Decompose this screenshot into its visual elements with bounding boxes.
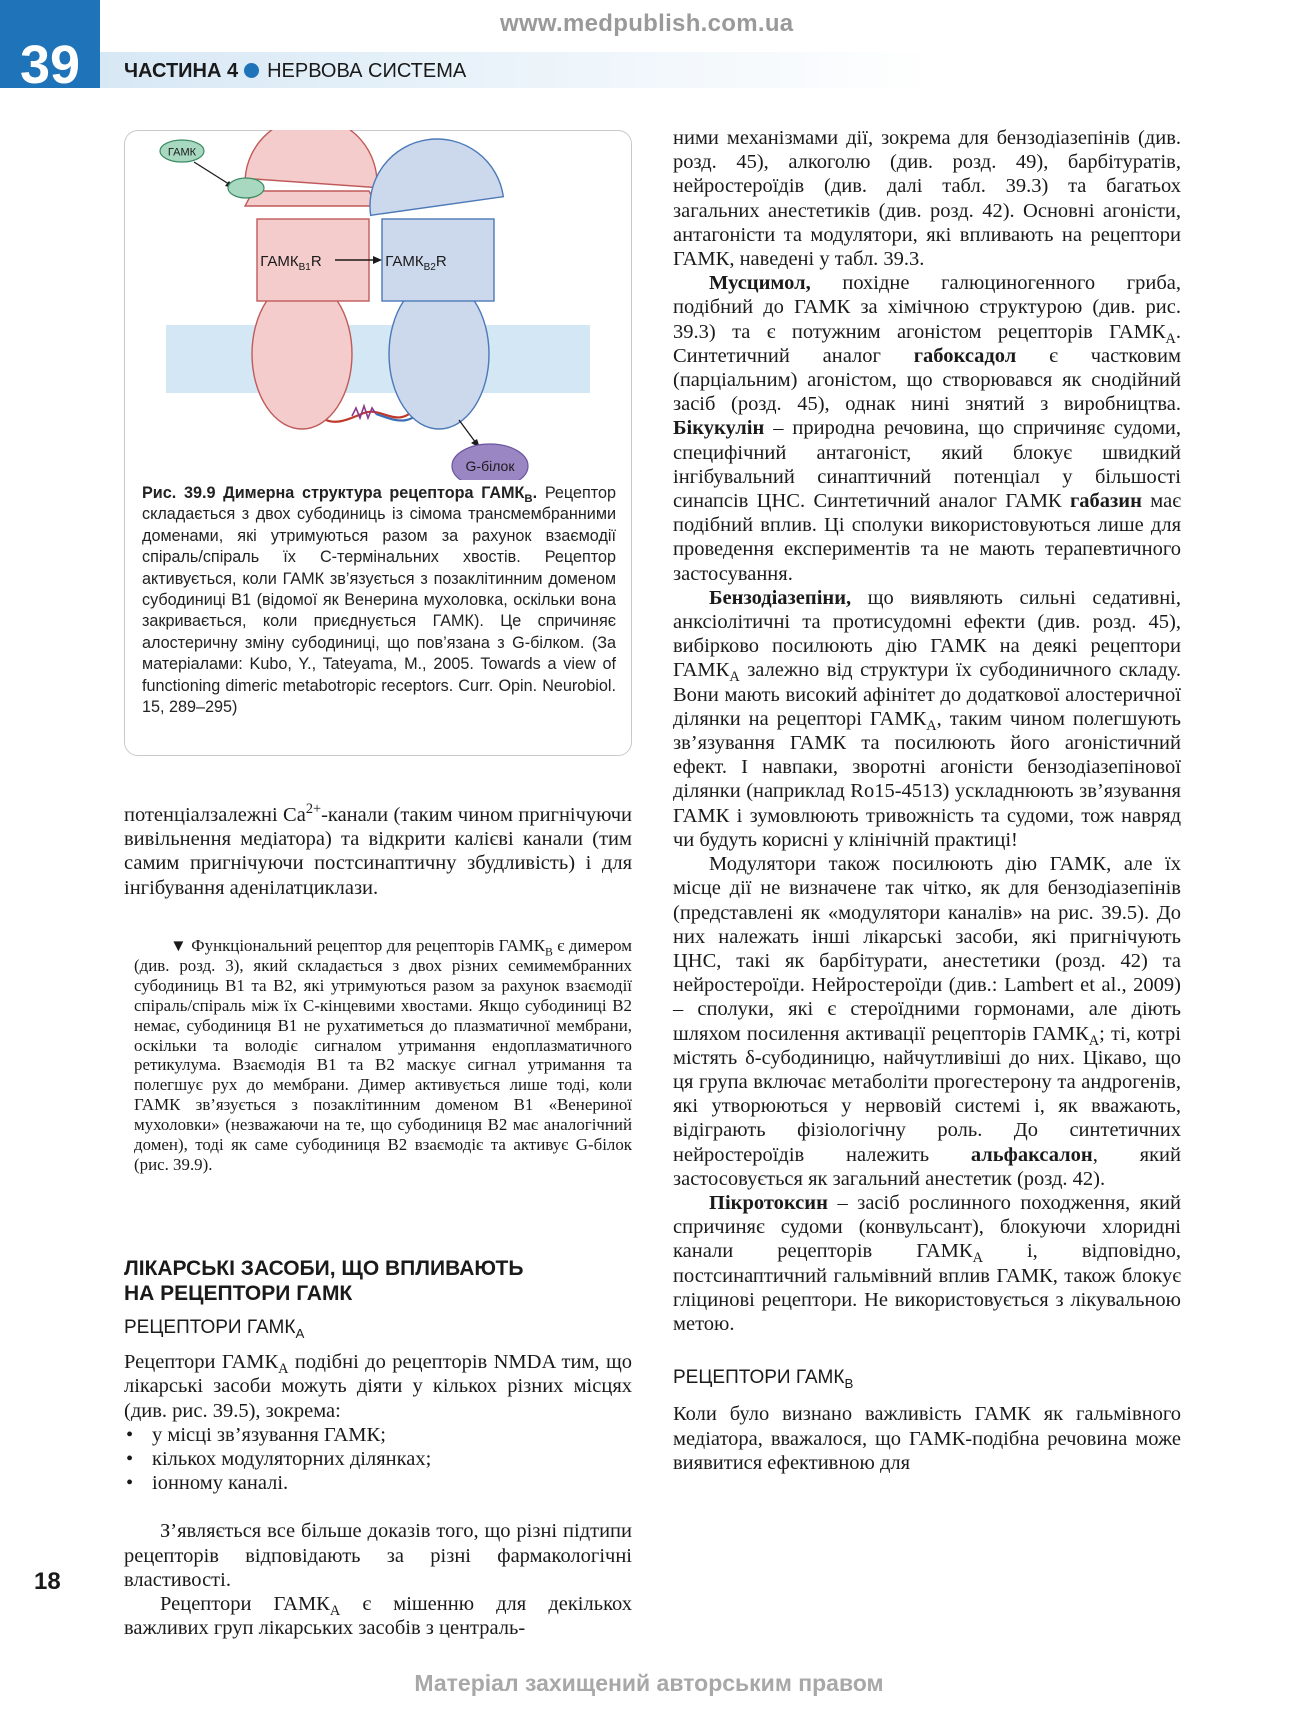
left-paragraph-4: Рецептори $ГАМК_A$ є мішенню для декількох важливих груп лікарських засобів з централь-: [124, 1593, 632, 1640]
subheading-gaba-b: РЕЦЕПТОРИ $ГАМК_B$: [673, 1367, 854, 1391]
running-header: [124, 60, 466, 83]
left-paragraph-3: З’являється все більше доказів того, що різні підтипи рецепторів відповідають за різні фармакологічні властивості.: [124, 1520, 632, 1591]
list-item: • у місці зв’язування ГАМК;: [124, 1423, 632, 1447]
gaba-label: ГАМК: [167, 146, 197, 159]
caption-title: Димерна структура рецептора $ГАМК_В$.: [223, 484, 538, 506]
note-paragraph: ▼ Функціональний рецептор для рецепторів $ГАМК_B$ є димером (див. розд. 3), який складається з двох різних семимембранних субодиниць B1 та B2, які утримуються разом за рахунок взаємодії спіраль/спіраль між їх С-кінцевими хвостами. Якщо субодиниці B2 немає, субодиниця B1 не рухатиметься до плазматичної мембрани, оскільки та володіє сигналом утримання ендоплазматичного ретикулума. Взаємодія B1 та B2 маскує сигнал утримання та полегшує рух до мембрани. Димер активується лише тоді, коли ГАМК зв’язується з позаклітинним доменом B1 «Венериної мухоловки» (незважаючи на те, що субодиниця B2 має аналогічний домен), тоді як саме субодиниця B2 взаємодіє та активує G-білок (рис. 39.9).: [134, 936, 632, 1174]
section-heading: ЛІКАРСЬКІ ЗАСОБИ, ЩО ВПЛИВАЮТЬ НА РЕЦЕПТОРИ ГАМК: [124, 1257, 524, 1305]
venus-flytrap-b2: [361, 130, 503, 215]
right-paragraph-5: Пікротоксин – засіб рослинного походження, який спричиняє судоми (конвульсант), блокуючи хлоридні канали рецепторів $ГАМК_A$ і, відповідно, постсинаптичний гальмівний вплив ГАМК, також блокує гліцинові рецептори. Не використовується з лікувальною метою.: [673, 1191, 1181, 1335]
copyright-footer: Матеріал захищений авторським правом: [414, 1670, 884, 1696]
binding-sites-list: [124, 1423, 632, 1496]
left-lower-block: [124, 1316, 632, 1640]
receptor-diagram: [124, 130, 632, 480]
left-paragraph-1: потенціалзалежні $Ca^{2+}$-канали (таким чином пригнічуючи вивільнення медіатора) та відкрити калієві канали (тим самим пригнічуючи постсинаптичну збудливість) і для інгібування аденілатциклази.: [124, 801, 632, 899]
list-item: • іонному каналі.: [124, 1471, 632, 1495]
caption-label: Рис. 39.9: [142, 484, 216, 502]
part-label: ЧАСТИНА 4: [124, 60, 239, 82]
caption-text: Рецептор складається з двох субодиниць із сімома трансмембранними доменами, які утримуються разом за рахунок взаємодії спіраль/спіраль їх С-термінальних хвостів. Рецептор активується, коли ГАМК зв’язується з позаклітинним доменом субодиниці B1 (відомої як Венерина мухоловка, оскільки вона закривається, коли приєднується ГАМК). Це спричиняє алостеричну зміну субодиниці, що пов’язана з G-білком. (За матеріалами: Kubo, Y., Tateyama, M., 2005. Towards a view of functioning dimeric metabotropic receptors. Curr. Opin. Neurobiol. 15, 289–295): [142, 484, 616, 717]
right-paragraph-3: Бензодіазепіни, що виявляють сильні седативні, анксіолітичні та протисудомні ефекти (див. розд. 45), вибірково посилюють дію ГАМК на деякі рецептори $ГАМК_A$ залежно від структури їх субодиничного складу. Вони мають високий афінітет до додаткової алостеричної ділянки на рецепторі $ГАМК_A$, таким чином полегшують зв’язування ГАМК та посилюють його агоністичний ефект. І навпаки, зворотні агоністи бензодіазепінової ділянки (наприклад Ro15-4513) ускладнюють зв’язування ГАМК і зумовлюють тривожність та судоми, тож навряд чи будуть корисні у клінічній практиці!: [673, 586, 1181, 851]
activation-arrowhead: [373, 256, 382, 264]
page-number: 18: [34, 1568, 61, 1595]
g-protein-label: G-білок: [465, 458, 515, 474]
right-paragraph-1: ними механізмами дії, зокрема для бензодіазепінів (див. розд. 45), алкоголю (див. розд. 49), барбітуратів, нейростероїдів (див. далі табл. 39.3) та багатьох загальних анестетиків (див. розд. 42). Основні агоністи, антагоністи та модулятори, які впливають на рецептори ГАМК, наведені у табл. 39.3.: [673, 127, 1181, 271]
g-protein-arrow: [459, 420, 476, 443]
gaba-arrow: [194, 162, 232, 186]
subheading-gaba-a: РЕЦЕПТОРИ $ГАМК_A$: [124, 1317, 305, 1341]
bound-gaba: [228, 178, 264, 198]
gaba-b1r-label: $ГАМК_{B1}R$: [260, 253, 322, 273]
list-item: • кількох модуляторних ділянках;: [124, 1447, 632, 1471]
venus-flytrap-b1-lower: [245, 191, 377, 206]
section-label: НЕРВОВА СИСТЕМА: [267, 60, 467, 82]
right-paragraph-6: Коли було визнано важливість ГАМК як гальмівного медіатора, вважалося, що ГАМК-подібна речовина може виявитися ефективною для: [673, 1403, 1181, 1474]
gaba-b2r-label: $ГАМК_{B2}R$: [385, 253, 447, 273]
venus-flytrap-b1: [245, 130, 381, 188]
right-paragraph-2: Мусцимол, похідне галюциногенного гриба, подібний до ГАМК за хімічною структурою (див. рис. 39.3) та є потужним агоністом рецепторів $ГАМК_A$. Синтетичний аналог габоксадол є частковим (парціальним) агоністом, що створювався як снодійний засіб (розд. 45), однак нині знятий з виробництва. Бікукулін – природна речовина, що спричиняє судоми, специфічний антагоніст, який блокує швидкий інгібувальний синаптичний потенціал у більшості синапсів ЦНС. Синтетичний аналог ГАМК габазин має подібний вплив. Ці сполуки використовуються лише для проведення експериментів та не мають терапевтичного застосування.: [673, 272, 1182, 585]
cell-membrane: [166, 325, 590, 393]
right-column: [673, 126, 1181, 1475]
figure-caption: [142, 483, 616, 718]
site-url[interactable]: www.medpublish.com.ua: [500, 10, 794, 37]
chapter-number: 39: [0, 0, 100, 88]
bullet-dot-icon: [244, 63, 259, 78]
left-paragraph-2: Рецептори $ГАМК_A$ подібні до рецепторів NMDA тим, що лікарські засоби можуть діяти у кількох різних місцях (див. рис. 39.5), зокрема:: [124, 1351, 632, 1422]
right-paragraph-4: Модулятори також посилюють дію ГАМК, але їх місце дії не визначене так чітко, як для бензодіазепінів (представлені як «модулятори каналів» на рис. 39.5). До них належать інші лікарські засоби, які пригнічують ЦНС, такі як барбітурати, анестетики (розд. 42) та нейростероїди. Нейростероїди (див.: Lambert et al., 2009) – сполуки, які є стероїдними гормонами, але діють шляхом посилення активації рецепторів $ГАМК_A$; ті, котрі містять δ-субодиницю, найчутливіші до них. Цікаво, що ця група включає метаболіти прогестерону та андрогенів, які утворюються у нервовій системі і, як вважають, відіграють фізіологічну роль. До синтетичних нейростероїдів належить альфаксалон, який застосовується як загальний анестетик (розд. 42).: [673, 853, 1181, 1190]
